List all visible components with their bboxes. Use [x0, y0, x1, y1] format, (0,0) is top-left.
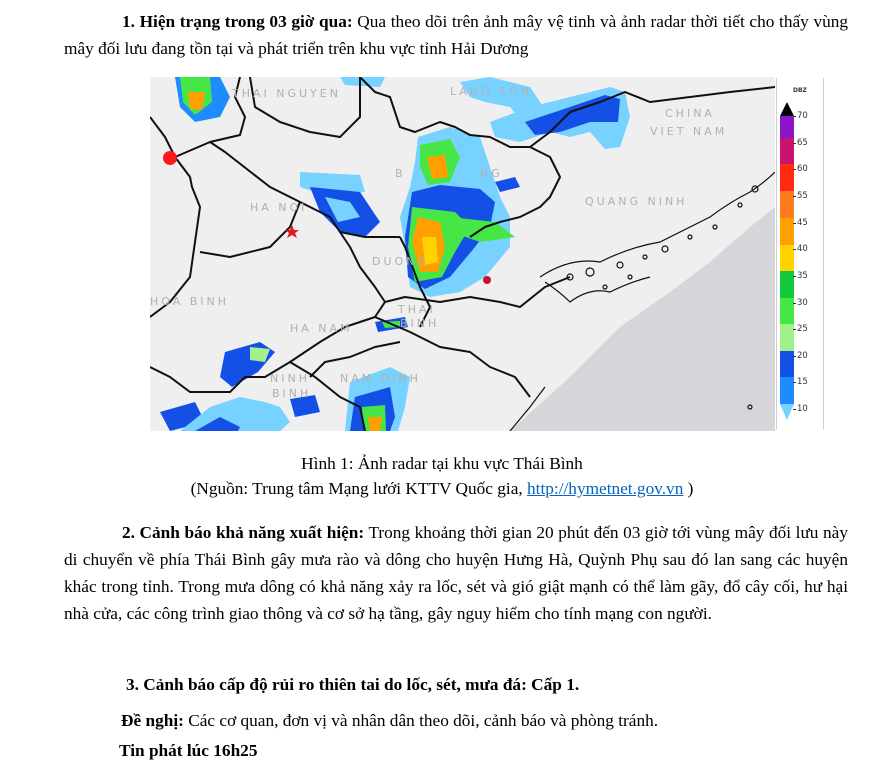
legend-tick: 20 [797, 351, 808, 361]
legend-bottom-arrow [780, 404, 794, 420]
legend-top-arrow [780, 102, 794, 116]
hymetnet-link[interactable]: http://hymetnet.gov.vn [527, 479, 684, 498]
map-label-ninh-binh-2: BINH [272, 387, 312, 400]
recommendation [121, 707, 658, 734]
map-label-lang-son: LANG SON [450, 85, 533, 98]
radar-map [150, 77, 775, 431]
legend-band-25-30 [780, 298, 794, 324]
legend-band-60-65 [780, 138, 794, 164]
map-label-bac-giang-1: B [395, 167, 406, 180]
section-current-status-heading: 1. Hiện trạng trong 03 giờ qua: [122, 12, 353, 31]
legend-band-20-25 [780, 324, 794, 351]
legend-band-35-40 [780, 245, 794, 271]
legend-tick: 70 [797, 111, 808, 121]
radar-figure [150, 77, 822, 431]
legend-band-55-60 [780, 164, 794, 191]
section-warning [64, 519, 848, 627]
legend-tick: 25 [797, 324, 808, 334]
section-risk-level: 3. Cảnh báo cấp độ rủi ro thiên tai do lốc, sét, mưa đá: Cấp 1. [126, 675, 580, 694]
hanoi-star-icon [285, 225, 299, 238]
map-label-ha-noi: HA NOI [250, 201, 308, 214]
legend-tick: 35 [797, 271, 808, 281]
legend-band-65-70 [780, 116, 794, 138]
radar-station-marker [163, 151, 177, 165]
recommendation-text: Các cơ quan, đơn vị và nhân dân theo dõi, cảnh báo và phòng tránh. [183, 711, 659, 730]
legend-band-10-15 [780, 377, 794, 404]
map-label-bac-giang-2: NG [480, 167, 503, 180]
recommendation-label: Đề nghị: [121, 711, 184, 730]
issued-time: Tin phát lúc 16h25 [119, 741, 258, 760]
legend-band-15-20 [780, 351, 794, 377]
legend-tick: 30 [797, 298, 808, 308]
legend-colorbar [780, 102, 794, 422]
legend-tick: 40 [797, 244, 808, 254]
map-label-viet-nam: VIET NAM [650, 125, 728, 138]
section-warning-text: Trong khoảng thời gian 20 phút đến 03 giờ tới vùng mây đối lưu này di chuyển về phía Thái Bình gây mưa rào và dông cho huyện Hưng Hà, Quỳnh Phụ sau đó lan sang các huyện khác trong tỉnh. Trong mưa dông có khả năng xảy ra lốc, sét và gió giật mạnh có thể làm gãy, đổ cây cối, hư hại nhà cửa, các công trình giao thông và cơ sở hạ tầng, gây nguy hiểm cho tính mạng con người. [64, 523, 848, 623]
dbz-legend [776, 78, 824, 430]
map-label-hoa-binh: HOA BINH [150, 295, 230, 308]
caption-source-prefix: (Nguồn: Trung tâm Mạng lưới KTTV Quốc gia, [190, 479, 528, 498]
figure-caption [0, 451, 884, 501]
sea-area [510, 207, 775, 431]
legend-tick: 60 [797, 164, 808, 174]
legend-tick: 45 [797, 218, 808, 228]
section-current-status-text: Qua theo dõi trên ảnh mây vệ tinh và ảnh radar thời tiết cho thấy vùng mây đối lưu đang tồn tại và phát triển trên khu vực tỉnh Hải Dương [64, 12, 849, 58]
legend-band-45-55 [780, 191, 794, 218]
legend-tick: 10 [797, 404, 808, 414]
map-label-nam-dinh: NAM DINH [340, 372, 421, 385]
legend-band-30-35 [780, 271, 794, 298]
thai-binh-marker [483, 276, 491, 284]
map-label-thai-nguyen: THAI NGUYEN [232, 87, 341, 100]
figure-caption-title: Hình 1: Ảnh radar tại khu vực Thái Bình [301, 454, 583, 473]
map-label-thai-binh-2: BINH [400, 317, 440, 330]
legend-tick: 15 [797, 377, 808, 387]
map-label-quang-ninh: QUANG NINH [585, 195, 688, 208]
map-label-china: CHINA [665, 107, 715, 120]
map-label-ha-nam: HA NAM [290, 322, 353, 335]
figure-caption-source [0, 476, 884, 501]
map-label-ninh-binh-1: NINH [270, 372, 310, 385]
radar-map-canvas [150, 77, 775, 431]
section-current-status [64, 8, 848, 62]
section-warning-heading: 2. Cảnh báo khả năng xuất hiện: [122, 523, 365, 542]
map-label-thai-binh-1: THAI [398, 303, 436, 316]
legend-band-40-45 [780, 218, 794, 245]
legend-unit: DBZ [793, 87, 807, 94]
legend-tick: 55 [797, 191, 808, 201]
caption-source-suffix: ) [683, 479, 694, 498]
legend-tick: 65 [797, 138, 808, 148]
map-label-hai-duong: DUONG [372, 255, 429, 268]
